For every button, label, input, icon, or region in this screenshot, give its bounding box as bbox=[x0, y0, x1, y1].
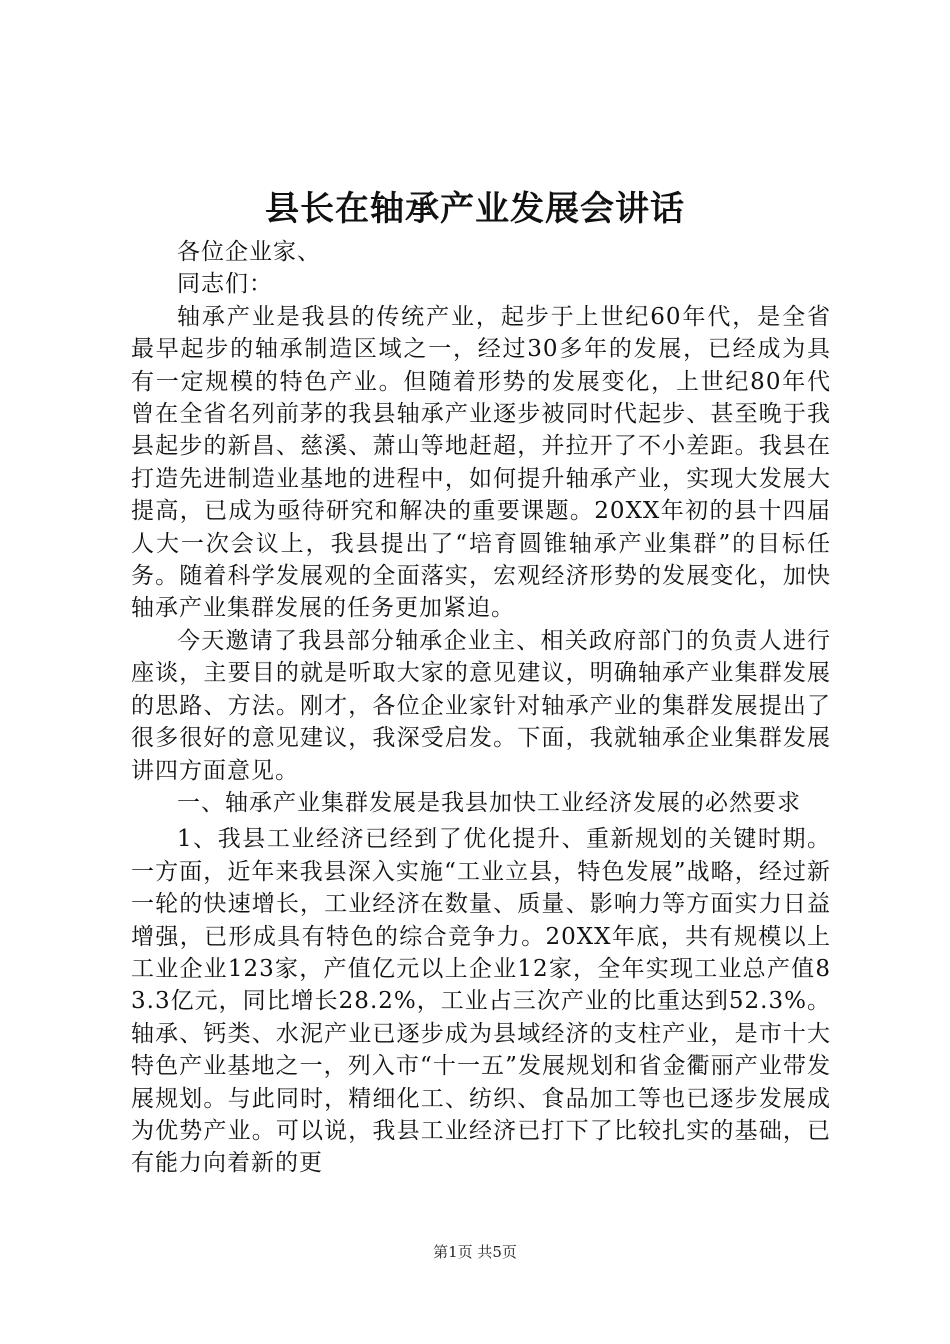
paragraph-2: 今天邀请了我县部分轴承企业主、相关政府部门的负责人进行座谈，主要目的就是听取大家的意见建议，明确轴承产业集群发展的思路、方法。刚才，各位企业家针对轴承产业的集群发展提出了很多很好的意见建议，我深受启发。下面，我就轴承企业集群发展讲四方面意见。 bbox=[131, 627, 831, 784]
greeting-line-1: 各位企业家、 bbox=[177, 239, 321, 265]
page-footer: 第1页 共5页 bbox=[433, 1243, 517, 1261]
greeting-line-2: 同志们： bbox=[177, 271, 273, 298]
section-heading-1: 一、轴承产业集群发展是我县加快工业经济发展的必然要求 bbox=[177, 789, 801, 816]
document-body bbox=[131, 236, 831, 1180]
document-title: 县长在轴承产业发展会讲话 bbox=[265, 189, 685, 229]
paragraph-1: 轴承产业是我县的传统产业，起步于上世纪60年代，是全省最早起步的轴承制造区域之一，经过30多年的发展，已经成为具有一定规模的特色产业。但随着形势的发展变化，上世纪80年代曾在全省名列前茅的我县轴承产业逐步被同时代起步、甚至晚于我县起步的新昌、慈溪、萧山等地赶超，并拉开了不小差距。我县在打造先进制造业基地的进程中，如何提升轴承产业，实现大发展大提高，已成为亟待研究和解决的重要课题。20XX年初的县十四届人大一次会议上，我县提出了“培育圆锥轴承产业集群”的目标任务。随着科学发展观的全面落实，宏观经济形势的发展变化，加快轴承产业集群发展的任务更加紧迫。 bbox=[131, 303, 831, 622]
paragraph-3: 1、我县工业经济已经到了优化提升、重新规划的关键时期。一方面，近年来我县深入实施“工业立县，特色发展”战略，经过新一轮的快速增长，工业经济在数量、质量、影响力等方面实力日益增强，已形成具有特色的综合竞争力。20XX年底，共有规模以上工业企业123家，产值亿元以上企业12家，全年实现工业总产值83.3亿元，同比增长28.2%，工业占三次产业的比重达到52.3%。轴承、钙类、水泥产业已逐步成为县域经济的支柱产业，是市十大特色产业基地之一，列入市“十一五”发展规划和省金衢丽产业带发展规划。与此同时，精细化工、纺织、食品加工等也已逐步发展成为优势产业。可以说，我县工业经济已打下了比较扎实的基础，已有能力向着新的更 bbox=[131, 826, 831, 1177]
